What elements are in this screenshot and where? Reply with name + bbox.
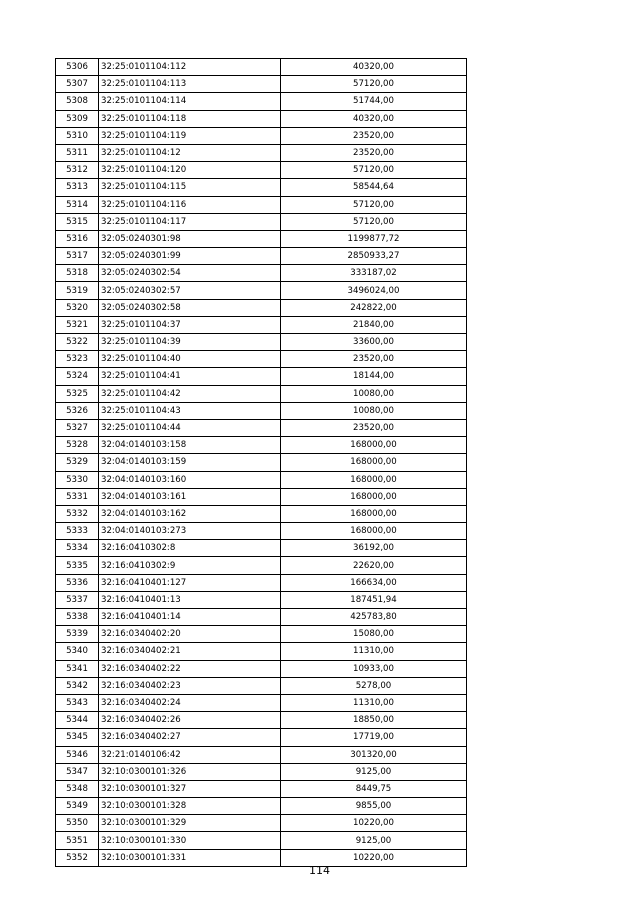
cadastral-number-cell: 32:25:0101104:40 [99, 351, 281, 368]
row-number-cell: 5327 [56, 419, 99, 436]
table-row [56, 591, 467, 608]
cadastral-number-cell: 32:25:0101104:41 [99, 368, 281, 385]
page-number: 114 [309, 864, 330, 877]
cadastral-value-cell: 10080,00 [281, 402, 467, 419]
cadastral-value-cell: 166634,00 [281, 574, 467, 591]
cadastral-number-cell: 32:16:0340402:26 [99, 712, 281, 729]
cadastral-number-cell: 32:16:0410302:9 [99, 557, 281, 574]
table-row [56, 488, 467, 505]
table-row [56, 213, 467, 230]
cadastral-number-cell: 32:25:0101104:112 [99, 59, 281, 76]
cadastral-number-cell: 32:16:0410401:14 [99, 609, 281, 626]
table-row [56, 282, 467, 299]
row-number-cell: 5310 [56, 127, 99, 144]
table-row [56, 660, 467, 677]
cadastral-number-cell: 32:10:0300101:331 [99, 849, 281, 866]
cadastral-number-cell: 32:25:0101104:43 [99, 402, 281, 419]
cadastral-value-cell: 8449,75 [281, 780, 467, 797]
row-number-cell: 5323 [56, 351, 99, 368]
table-row [56, 385, 467, 402]
row-number-cell: 5316 [56, 230, 99, 247]
cadastral-number-cell: 32:16:0340402:22 [99, 660, 281, 677]
table-row [56, 746, 467, 763]
row-number-cell: 5324 [56, 368, 99, 385]
row-number-cell: 5334 [56, 540, 99, 557]
cadastral-value-cell: 11310,00 [281, 643, 467, 660]
cadastral-value-cell: 23520,00 [281, 419, 467, 436]
table-row [56, 419, 467, 436]
cadastral-value-cell: 18144,00 [281, 368, 467, 385]
cadastral-number-cell: 32:16:0340402:23 [99, 677, 281, 694]
table-row [56, 557, 467, 574]
row-number-cell: 5330 [56, 471, 99, 488]
row-number-cell: 5317 [56, 248, 99, 265]
table-row [56, 162, 467, 179]
row-number-cell: 5329 [56, 454, 99, 471]
row-number-cell: 5307 [56, 76, 99, 93]
cadastral-value-cell: 40320,00 [281, 110, 467, 127]
cadastral-value-cell: 3496024,00 [281, 282, 467, 299]
table-body [56, 59, 467, 867]
cadastral-value-cell: 18850,00 [281, 712, 467, 729]
cadastral-value-cell: 15080,00 [281, 626, 467, 643]
table-row [56, 505, 467, 522]
cadastral-value-cell: 168000,00 [281, 437, 467, 454]
cadastral-value-cell: 5278,00 [281, 677, 467, 694]
cadastral-number-cell: 32:04:0140103:158 [99, 437, 281, 454]
row-number-cell: 5337 [56, 591, 99, 608]
table-row [56, 471, 467, 488]
cadastral-value-cell: 10080,00 [281, 385, 467, 402]
cadastral-value-cell: 168000,00 [281, 505, 467, 522]
table-row [56, 316, 467, 333]
row-number-cell: 5306 [56, 59, 99, 76]
cadastral-value-cell: 23520,00 [281, 144, 467, 161]
row-number-cell: 5338 [56, 609, 99, 626]
table-row [56, 93, 467, 110]
table-row [56, 574, 467, 591]
cadastral-value-cell: 301320,00 [281, 746, 467, 763]
cadastral-number-cell: 32:25:0101104:44 [99, 419, 281, 436]
cadastral-value-cell: 10220,00 [281, 815, 467, 832]
table-row [56, 643, 467, 660]
row-number-cell: 5339 [56, 626, 99, 643]
cadastral-number-cell: 32:16:0410401:127 [99, 574, 281, 591]
cadastral-number-cell: 32:25:0101104:12 [99, 144, 281, 161]
row-number-cell: 5343 [56, 694, 99, 711]
cadastral-value-cell: 10220,00 [281, 849, 467, 866]
cadastral-value-cell: 23520,00 [281, 127, 467, 144]
cadastral-number-cell: 32:25:0101104:114 [99, 93, 281, 110]
row-number-cell: 5340 [56, 643, 99, 660]
cadastral-value-cell: 425783,80 [281, 609, 467, 626]
row-number-cell: 5315 [56, 213, 99, 230]
cadastral-number-cell: 32:10:0300101:327 [99, 780, 281, 797]
table-row [56, 832, 467, 849]
table-row [56, 523, 467, 540]
cadastral-number-cell: 32:25:0101104:118 [99, 110, 281, 127]
cadastral-number-cell: 32:04:0140103:161 [99, 488, 281, 505]
cadastral-number-cell: 32:25:0101104:113 [99, 76, 281, 93]
cadastral-number-cell: 32:05:0240302:54 [99, 265, 281, 282]
cadastral-number-cell: 32:21:0140106:42 [99, 746, 281, 763]
cadastral-number-cell: 32:10:0300101:328 [99, 798, 281, 815]
cadastral-value-cell: 17719,00 [281, 729, 467, 746]
cadastral-value-cell: 51744,00 [281, 93, 467, 110]
row-number-cell: 5326 [56, 402, 99, 419]
row-number-cell: 5318 [56, 265, 99, 282]
cadastral-number-cell: 32:04:0140103:162 [99, 505, 281, 522]
cadastral-number-cell: 32:05:0240301:98 [99, 230, 281, 247]
row-number-cell: 5332 [56, 505, 99, 522]
cadastral-number-cell: 32:04:0140103:159 [99, 454, 281, 471]
row-number-cell: 5320 [56, 299, 99, 316]
cadastral-number-cell: 32:16:0410401:13 [99, 591, 281, 608]
cadastral-value-cell: 9125,00 [281, 763, 467, 780]
cadastral-value-cell: 9855,00 [281, 798, 467, 815]
cadastral-value-cell: 333187,02 [281, 265, 467, 282]
cadastral-value-cell: 57120,00 [281, 196, 467, 213]
row-number-cell: 5349 [56, 798, 99, 815]
table-row [56, 402, 467, 419]
table-row [56, 815, 467, 832]
row-number-cell: 5336 [56, 574, 99, 591]
table-row [56, 540, 467, 557]
row-number-cell: 5335 [56, 557, 99, 574]
table-row [56, 368, 467, 385]
table-row [56, 248, 467, 265]
table-row [56, 609, 467, 626]
table-row [56, 454, 467, 471]
table-row [56, 334, 467, 351]
cadastral-number-cell: 32:05:0240301:99 [99, 248, 281, 265]
table-row [56, 626, 467, 643]
cadastral-number-cell: 32:16:0340402:20 [99, 626, 281, 643]
cadastral-value-cell: 58544,64 [281, 179, 467, 196]
row-number-cell: 5348 [56, 780, 99, 797]
cadastral-value-cell: 57120,00 [281, 76, 467, 93]
cadastral-number-cell: 32:25:0101104:117 [99, 213, 281, 230]
table-row [56, 265, 467, 282]
row-number-cell: 5325 [56, 385, 99, 402]
cadastral-number-cell: 32:25:0101104:42 [99, 385, 281, 402]
cadastral-number-cell: 32:16:0340402:21 [99, 643, 281, 660]
row-number-cell: 5346 [56, 746, 99, 763]
cadastral-value-cell: 187451,94 [281, 591, 467, 608]
cadastral-value-cell: 36192,00 [281, 540, 467, 557]
cadastral-number-cell: 32:04:0140103:160 [99, 471, 281, 488]
cadastral-number-cell: 32:05:0240302:57 [99, 282, 281, 299]
cadastral-value-cell: 57120,00 [281, 213, 467, 230]
table-row [56, 110, 467, 127]
cadastral-number-cell: 32:04:0140103:273 [99, 523, 281, 540]
cadastral-value-cell: 242822,00 [281, 299, 467, 316]
row-number-cell: 5350 [56, 815, 99, 832]
cadastral-value-cell: 2850933,27 [281, 248, 467, 265]
row-number-cell: 5331 [56, 488, 99, 505]
table-row [56, 196, 467, 213]
row-number-cell: 5333 [56, 523, 99, 540]
table-row [56, 230, 467, 247]
cadastral-number-cell: 32:05:0240302:58 [99, 299, 281, 316]
cadastral-number-cell: 32:16:0340402:27 [99, 729, 281, 746]
cadastral-value-cell: 168000,00 [281, 471, 467, 488]
cadastral-number-cell: 32:10:0300101:326 [99, 763, 281, 780]
cadastral-number-cell: 32:25:0101104:39 [99, 334, 281, 351]
cadastral-number-cell: 32:16:0340402:24 [99, 694, 281, 711]
row-number-cell: 5352 [56, 849, 99, 866]
cadastral-number-cell: 32:25:0101104:115 [99, 179, 281, 196]
row-number-cell: 5309 [56, 110, 99, 127]
row-number-cell: 5342 [56, 677, 99, 694]
cadastral-value-cell: 40320,00 [281, 59, 467, 76]
table-row [56, 729, 467, 746]
cadastral-value-cell: 23520,00 [281, 351, 467, 368]
cadastral-value-cell: 57120,00 [281, 162, 467, 179]
cadastral-value-cell: 9125,00 [281, 832, 467, 849]
table-row [56, 351, 467, 368]
table-row [56, 59, 467, 76]
cadastral-number-cell: 32:10:0300101:329 [99, 815, 281, 832]
table-row [56, 712, 467, 729]
row-number-cell: 5351 [56, 832, 99, 849]
cadastral-value-cell: 168000,00 [281, 454, 467, 471]
row-number-cell: 5344 [56, 712, 99, 729]
row-number-cell: 5321 [56, 316, 99, 333]
row-number-cell: 5328 [56, 437, 99, 454]
cadastral-number-cell: 32:16:0410302:8 [99, 540, 281, 557]
row-number-cell: 5308 [56, 93, 99, 110]
row-number-cell: 5313 [56, 179, 99, 196]
cadastral-value-cell: 168000,00 [281, 523, 467, 540]
cadastral-number-cell: 32:25:0101104:120 [99, 162, 281, 179]
table-row [56, 179, 467, 196]
row-number-cell: 5312 [56, 162, 99, 179]
cadastral-value-table [55, 58, 467, 867]
table-row [56, 798, 467, 815]
cadastral-number-cell: 32:25:0101104:116 [99, 196, 281, 213]
cadastral-number-cell: 32:25:0101104:37 [99, 316, 281, 333]
table-row [56, 144, 467, 161]
cadastral-number-cell: 32:25:0101104:119 [99, 127, 281, 144]
row-number-cell: 5311 [56, 144, 99, 161]
table-row [56, 677, 467, 694]
cadastral-value-cell: 1199877,72 [281, 230, 467, 247]
row-number-cell: 5319 [56, 282, 99, 299]
row-number-cell: 5347 [56, 763, 99, 780]
cadastral-value-cell: 33600,00 [281, 334, 467, 351]
table-row [56, 76, 467, 93]
cadastral-value-cell: 22620,00 [281, 557, 467, 574]
cadastral-number-cell: 32:10:0300101:330 [99, 832, 281, 849]
cadastral-value-cell: 168000,00 [281, 488, 467, 505]
row-number-cell: 5314 [56, 196, 99, 213]
table-row [56, 763, 467, 780]
row-number-cell: 5341 [56, 660, 99, 677]
table-row [56, 437, 467, 454]
cadastral-value-cell: 10933,00 [281, 660, 467, 677]
row-number-cell: 5322 [56, 334, 99, 351]
table-row [56, 299, 467, 316]
cadastral-value-cell: 21840,00 [281, 316, 467, 333]
row-number-cell: 5345 [56, 729, 99, 746]
table-row [56, 780, 467, 797]
table-row [56, 694, 467, 711]
cadastral-value-cell: 11310,00 [281, 694, 467, 711]
table-row [56, 127, 467, 144]
